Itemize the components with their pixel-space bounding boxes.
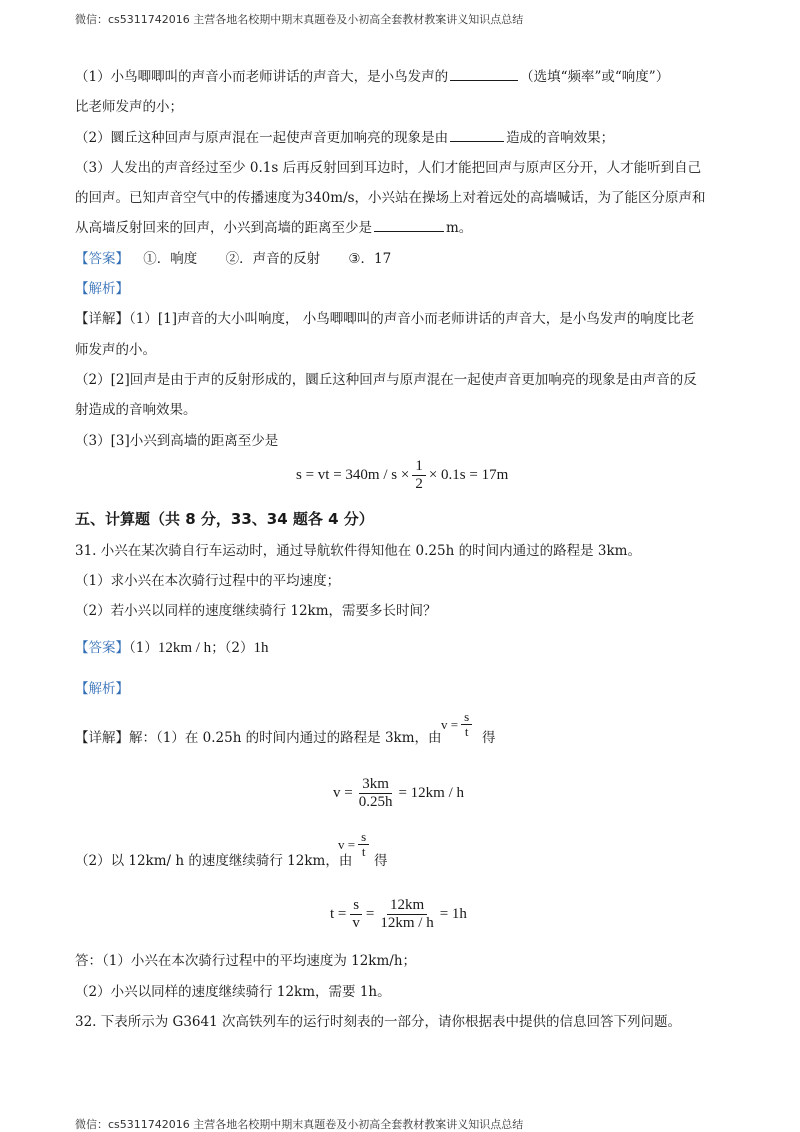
eq2-rhs: = 12km / h [398,784,465,801]
equation-distance [296,458,508,492]
answer-2: ②．声音的反射 [225,251,321,267]
detail-31-de-2: 得 [374,853,388,869]
answer-3: ③．17 [348,251,392,267]
fraction-s-over-t [461,710,472,740]
detail-tag: 【详解】 [75,730,129,746]
fraction-s-over-v [349,897,363,931]
ans31-speed: 12km / h [157,640,212,656]
analysis-tag: 【解析】 [75,281,129,297]
question-1-line [75,65,669,85]
eq1-left: s = vt = 340m / s × [296,466,410,483]
conclusion-line-2: （2）小兴以同样的速度继续骑行 12km，需要 1h。 [75,984,391,1000]
eq3-lhs: t = [330,905,347,922]
eq2-lhs: v = [333,784,353,801]
equation-speed [333,776,464,810]
answer-tag: 【答案】 [75,640,129,656]
answer-1: ①．响度 [143,251,198,267]
frac-den: v [352,914,360,931]
q3-text-a: 从高墙反射回来的回声，小兴到高墙的距离至少是 [75,220,372,236]
detail-31-de: 得 [482,730,496,746]
q1-text-a: （1）小鸟唧唧叫的声音小而老师讲话的声音大，是小鸟发声的 [75,69,449,85]
frac-num: 3km [359,776,392,794]
question-3-line-3 [75,216,472,236]
frac-den: 0.25h [358,793,393,810]
fill-blank [450,68,518,81]
equation-time [330,897,467,931]
frac-num: s [358,830,369,845]
eq3-mid: = [365,905,375,922]
formula-lhs: v = [338,836,356,852]
answer-31-line [75,636,269,657]
frac-den: t [361,844,366,860]
question-32-line: 32. 下表所示为 G3641 次高铁列车的运行时刻表的一部分，请你根据表中提供的信息回答下列问题。 [75,1014,681,1030]
detail-31-text: 解：（1）在 0.25h 的时间内通过的路程是 3km，由 [129,730,442,746]
q2-text-a: （2）圜丘这种回声与原声混在一起使声音更加响亮的现象是由 [75,130,449,146]
section-5-title: 五、计算题（共 8 分，33、34 题各 4 分） [75,510,374,528]
detail-1-text: （1）[1]声音的大小叫响度， 小鸟唧唧叫的声音小而老师讲话的声音大，是小鸟发声的响度比老 [129,311,695,327]
frac-num: s [350,897,362,915]
detail-3-line-1: （3）[3]小兴到高墙的距离至少是 [75,433,279,449]
ans31-part2-label: ；（2） [211,640,254,656]
answer-tag: 【答案】 [75,251,129,267]
detail-31-line-1 [75,726,442,746]
eq1-right: × 0.1s = 17m [428,466,509,483]
fraction-12km-over-speed [377,897,436,931]
ans31-part1-label: （1） [129,640,158,656]
frac-num: 12km [387,897,427,915]
detail-1-line-1 [75,307,694,327]
eq3-rhs: = 1h [439,905,467,922]
detail-1-line-2: 师发声的小。 [75,342,156,358]
formula-speed [441,710,475,740]
fraction-s-over-t [358,830,369,860]
question-31-line-2: （1）求小兴在本次骑行过程中的平均速度； [75,573,341,589]
detail-31-line-2: （2）以 12km/ h 的速度继续骑行 12km，由 [75,853,353,869]
fraction-3km-over-025h [356,776,396,810]
fill-blank [450,129,504,142]
ans31-time: 1h [253,640,269,656]
question-1-line-2: 比老师发声的小； [75,99,183,115]
conclusion-line-1: 答：（1）小兴在本次骑行过程中的平均速度为 12km/h； [75,953,417,969]
formula-speed-2 [338,830,372,860]
q1-text-b: （选填“频率”或“响度”） [520,69,670,85]
fraction-half [412,458,426,492]
frac-den: 12km / h [380,914,434,931]
analysis-tag-31: 【解析】 [75,681,129,697]
answer-line [75,247,391,267]
q3-text-b: m。 [446,220,473,236]
question-31-line-3: （2）若小兴以同样的速度继续骑行 12km，需要多长时间？ [75,603,437,619]
frac-den: t [464,724,469,740]
frac-den: 2 [415,475,423,492]
question-3-line-1: （3）人发出的声音经过至少 0.1s 后再反射回到耳边时，人们才能把回声与原声区分开，人才能听到自己 [75,160,702,176]
question-31-line-1: 31. 小兴在某次骑自行车运动时，通过导航软件得知他在 0.25h 的时间内通过的路程是 3km。 [75,543,641,559]
formula-lhs: v = [441,716,459,732]
frac-num: 1 [412,458,426,476]
q2-text-b: 造成的音响效果； [506,130,615,146]
question-2-line [75,126,614,146]
frac-num: s [461,710,472,725]
page-header: 微信：cs5311742016 主营各地名校期中期末真题卷及小初高全套教材教案讲义知识点总结 [75,13,524,26]
question-3-line-2: 的回声。已知声音空气中的传播速度为340m/s，小兴站在操场上对着远处的高墙喊话，为了能区分原声和 [75,190,706,206]
detail-tag: 【详解】 [75,311,129,327]
fill-blank [374,219,444,232]
detail-2-line-2: 射造成的音响效果。 [75,402,197,418]
detail-2-line-1: （2）[2]回声是由于声的反射形成的，圜丘这种回声与原声混在一起使声音更加响亮的现象是由声音的反 [75,372,697,388]
page-footer: 微信：cs5311742016 主营各地名校期中期末真题卷及小初高全套教材教案讲义知识点总结 [75,1118,524,1131]
